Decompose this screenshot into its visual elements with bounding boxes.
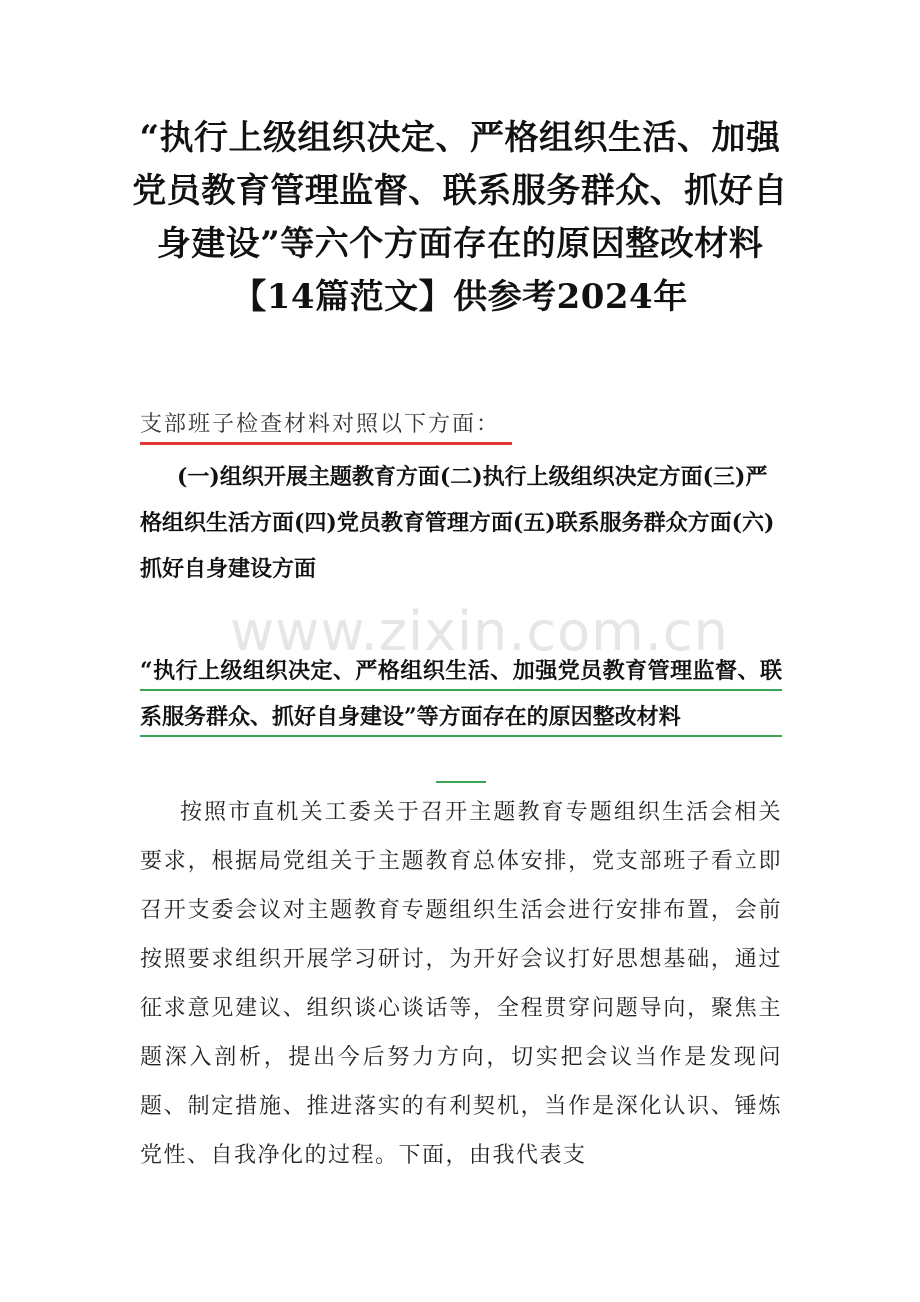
section-title (140, 648, 782, 740)
section-title-underline (140, 689, 782, 691)
subheading: 支部班子检查材料对照以下方面： (140, 408, 512, 445)
document-title: “执行上级组织决定、严格组织生活、加强党员教育管理监督、联系服务群众、抓好自身建设”等六个方面存在的原因整改材料【14篇范文】供参考2024年 (132, 118, 788, 317)
section-title-text: “执行上级组织决定、严格组织生活、加强党员教育管理监督、联系服务群众、抓好自身建设”等方面存在的原因整改材料 (140, 658, 782, 730)
body-paragraph: 按照市直机关工委关于召开主题教育专题组织生活会相关要求，根据局党组关于主题教育总体安排，党支部班子看立即召开支委会议对主题教育专题组织生活会进行安排布置，会前按照要求组织开展学习研讨，为开好会议打好思想基础，通过征求意见建议、组织谈心谈话等，全程贯穿问题导向，聚焦主题深入剖析，提出今后努力方向，切实把会议当作是发现问题、制定措施、推进落实的有利契机，当作是深化认识、锤炼党性、自我净化的过程。下面，由我代表支 (140, 800, 782, 1168)
watermark: www.zixin.com.cn (230, 600, 729, 663)
section-title-underline (140, 735, 782, 737)
aspects-list: (一)组织开展主题教育方面(二)执行上级组织决定方面(三)严格组织生活方面(四)党员教育管理方面(五)联系服务群众方面(六)抓好自身建设方面 (140, 464, 775, 582)
section-title-underline (436, 781, 486, 783)
